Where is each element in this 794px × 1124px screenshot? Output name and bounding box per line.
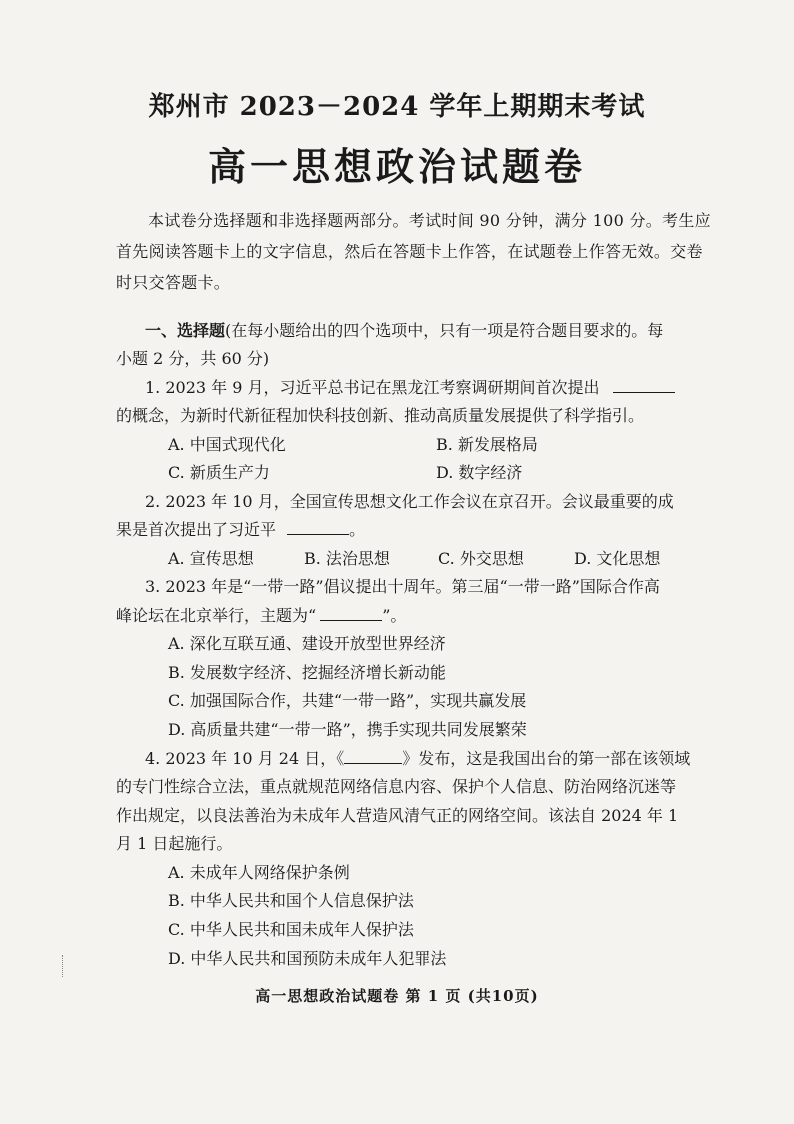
option-d: D. 数字经济 bbox=[436, 463, 523, 482]
question-4-line4: 月 1 日起施行。 bbox=[116, 834, 233, 853]
option-b: B. 中华人民共和国个人信息保护法 bbox=[168, 891, 414, 910]
question-4-text: 4. 2023 年 10 月 24 日，《 bbox=[145, 749, 345, 768]
question-2-line1: 2. 2023 年 10 月，全国宣传思想文化工作会议在京召开。会议最重要的成 bbox=[145, 492, 674, 511]
option-b: B. 新发展格局 bbox=[436, 435, 538, 454]
question-4-line2: 的专门性综合立法，重点就规范网络信息内容、保护个人信息、防治网络沉迷等 bbox=[116, 777, 677, 796]
option-b: B. 发展数字经济、挖掘经济增长新动能 bbox=[168, 663, 446, 682]
option-d: D. 高质量共建“一带一路”，携手实现共同发展繁荣 bbox=[168, 720, 527, 739]
margin-mark bbox=[62, 955, 64, 977]
option-c: C. 外交思想 bbox=[438, 549, 524, 568]
question-2-text: 果是首次提出了习近平 bbox=[116, 520, 277, 539]
question-3-line1: 3. 2023 年是“一带一路”倡议提出十周年。第三届“一带一路”国际合作高 bbox=[145, 577, 660, 596]
section-instruction-cont: 小题 2 分，共 60 分) bbox=[116, 349, 270, 368]
option-a: A. 未成年人网络保护条例 bbox=[168, 863, 350, 882]
question-1-line1 bbox=[145, 377, 675, 399]
option-d: D. 文化思想 bbox=[574, 549, 661, 568]
question-3-text: 峰论坛在北京举行，主题为“ bbox=[116, 606, 317, 625]
option-a: A. 中国式现代化 bbox=[168, 435, 286, 454]
option-c: C. 新质生产力 bbox=[168, 463, 270, 482]
answer-blank bbox=[344, 749, 402, 764]
question-2-end: 。 bbox=[349, 520, 366, 539]
option-b: B. 法治思想 bbox=[304, 549, 390, 568]
answer-blank bbox=[287, 520, 349, 535]
option-a: A. 宣传思想 bbox=[168, 549, 254, 568]
section-heading-line bbox=[145, 320, 663, 342]
answer-blank bbox=[320, 606, 382, 621]
question-1-text: 1. 2023 年 9 月，习近平总书记在黑龙江考察调研期间首次提出 bbox=[145, 378, 600, 397]
section-heading: 一、选择题 bbox=[145, 321, 226, 340]
question-3-line2 bbox=[116, 605, 406, 627]
option-a: A. 深化互联互通、建设开放型世界经济 bbox=[168, 634, 446, 653]
option-c: C. 加强国际合作，共建“一带一路”，实现共赢发展 bbox=[168, 691, 527, 710]
intro-paragraph: 本试卷分选择题和非选择题两部分。考试时间 90 分钟，满分 100 分。考生应首先阅读答题卡上的文字信息，然后在答题卡上作答，在试题卷上作答无效。交卷时只交答题卡。 bbox=[116, 211, 711, 292]
option-d: D. 中华人民共和国预防未成年人犯罪法 bbox=[168, 949, 447, 968]
option-c: C. 中华人民共和国未成年人保护法 bbox=[168, 920, 414, 939]
question-4-text-cont: 》发布，这是我国出台的第一部在该领域 bbox=[402, 749, 691, 768]
exam-title: 郑州市 2023－2024 学年上期期末考试 bbox=[148, 92, 646, 122]
question-4-line1 bbox=[145, 748, 690, 770]
question-2-line2 bbox=[116, 519, 365, 541]
question-1-line2: 的概念，为新时代新征程加快科技创新、推动高质量发展提供了科学指引。 bbox=[116, 406, 645, 425]
question-4-line3: 作出规定，以良法善治为未成年人营造风清气正的网络空间。该法自 2024 年 1 bbox=[116, 806, 679, 825]
question-3-end: ”。 bbox=[382, 606, 407, 625]
paper-title: 高一思想政治试题卷 bbox=[207, 144, 586, 189]
answer-blank bbox=[613, 378, 675, 393]
page-footer: 高一思想政治试题卷 第 1 页 (共10页) bbox=[255, 987, 539, 1005]
section-instruction: (在每小题给出的四个选项中，只有一项是符合题目要求的。每 bbox=[225, 321, 664, 340]
